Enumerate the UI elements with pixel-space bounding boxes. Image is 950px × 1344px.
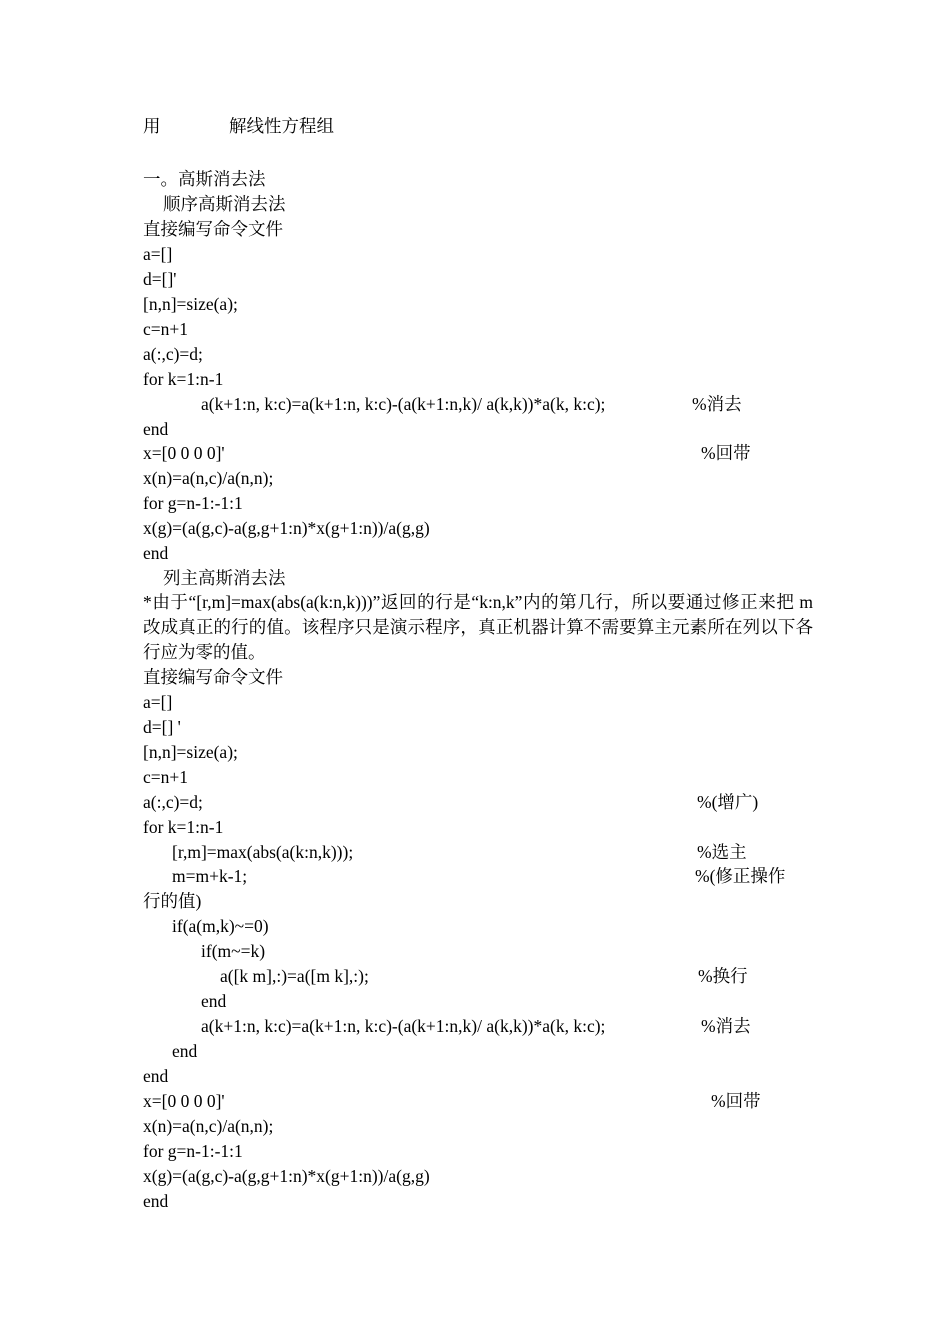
- code-line: x(g)=(a(g,c)-a(g,g+1:n)*x(g+1:n))/a(g,g): [143, 1166, 430, 1186]
- code-line: d=[]': [143, 269, 177, 289]
- code-line: [n,n]=size(a);: [143, 294, 238, 314]
- code-line: x=[0 0 0 0]': [143, 443, 225, 463]
- code-comment: %消去: [692, 394, 742, 414]
- code-line: a(:,c)=d;: [143, 344, 203, 364]
- code-comment: %(增广): [697, 792, 759, 812]
- code-comment: %换行: [698, 966, 748, 986]
- code-line: a(k+1:n, k:c)=a(k+1:n, k:c)-(a(k+1:n,k)/ a(k,k))*a(k, k:c);: [201, 1016, 606, 1036]
- code-line: a(:,c)=d;: [143, 792, 203, 812]
- code-line: end: [143, 543, 169, 563]
- code-line: [r,m]=max(abs(a(k:n,k)));: [172, 842, 354, 862]
- code-comment: %(修正操作: [695, 866, 786, 886]
- code-line: end: [143, 1191, 169, 1211]
- subsection-sequential-gauss: 顺序高斯消去法: [163, 194, 286, 214]
- note-paragraph: *由于“[r,m]=max(abs(a(k:n,k)))”返回的行是“k:n,k”内的第几行，所以要通过修正来把 m 改成真正的行的值。该程序只是演示程序，真正机器计算不需要算主元素所在列以下各行应为零的值。: [143, 592, 813, 662]
- code-comment: %回带: [701, 443, 751, 463]
- code-line: x(n)=a(n,c)/a(n,n);: [143, 468, 274, 488]
- code-line: x(g)=(a(g,c)-a(g,g+1:n)*x(g+1:n))/a(g,g): [143, 518, 430, 538]
- intro-line: 直接编写命令文件: [143, 219, 283, 239]
- code-line: if(a(m,k)~=0): [172, 916, 269, 936]
- code-line: x(n)=a(n,c)/a(n,n);: [143, 1116, 274, 1136]
- code-line: a=[]: [143, 692, 173, 712]
- code-line: d=[] ': [143, 717, 181, 737]
- code-line: [n,n]=size(a);: [143, 742, 238, 762]
- subsection-column-pivot-gauss: 列主高斯消去法: [163, 568, 286, 588]
- code-line: for g=n-1:-1:1: [143, 1141, 243, 1161]
- code-line: for k=1:n-1: [143, 369, 224, 389]
- code-line: for g=n-1:-1:1: [143, 493, 243, 513]
- title-part-1: 用: [143, 116, 161, 136]
- code-line: end: [201, 991, 227, 1011]
- section-heading: 一。高斯消去法: [143, 169, 266, 189]
- code-comment-wrap: 行的值): [143, 891, 202, 911]
- code-line: c=n+1: [143, 319, 189, 339]
- code-comment: %回带: [711, 1091, 761, 1111]
- title-part-2: 解线性方程组: [229, 116, 334, 136]
- code-line: a(k+1:n, k:c)=a(k+1:n, k:c)-(a(k+1:n,k)/ a(k,k))*a(k, k:c);: [201, 394, 606, 414]
- code-line: a([k m],:)=a([m k],:);: [220, 966, 369, 986]
- code-line: x=[0 0 0 0]': [143, 1091, 225, 1111]
- code-line: m=m+k-1;: [172, 866, 248, 886]
- code-line: if(m~=k): [201, 941, 266, 961]
- code-comment: %消去: [701, 1016, 751, 1036]
- code-line: for k=1:n-1: [143, 817, 224, 837]
- intro-line: 直接编写命令文件: [143, 667, 283, 687]
- code-line: end: [143, 1066, 169, 1086]
- code-line: end: [143, 419, 169, 439]
- code-line: c=n+1: [143, 767, 189, 787]
- code-line: end: [172, 1041, 198, 1061]
- code-comment: %选主: [697, 842, 747, 862]
- code-line: a=[]: [143, 244, 173, 264]
